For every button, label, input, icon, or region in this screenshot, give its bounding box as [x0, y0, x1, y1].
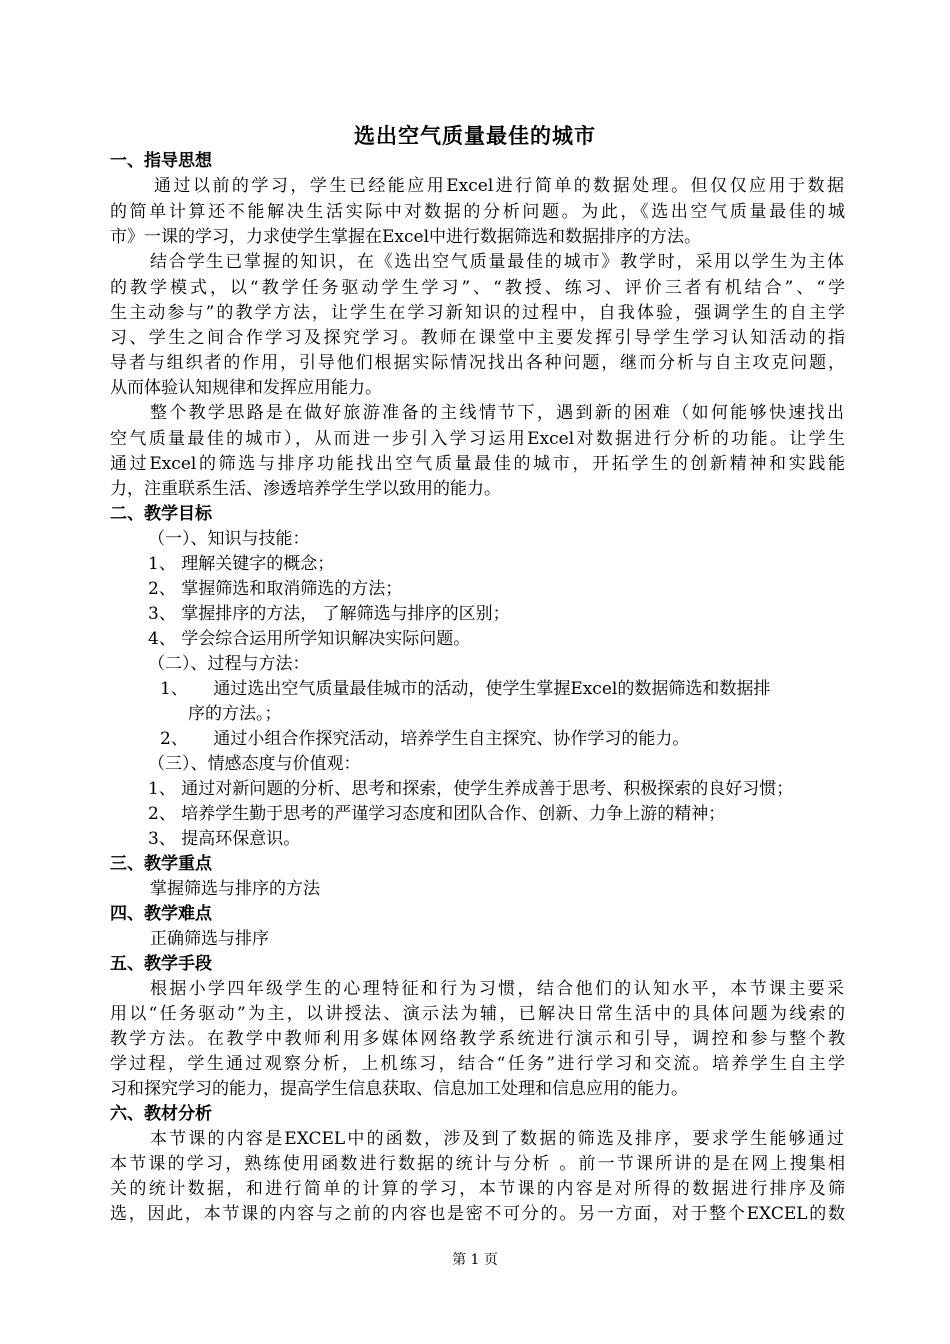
subheading: （一）、知识与技能： — [148, 529, 310, 549]
paragraph-line: 市》一课的学习，力求使学生掌握在Excel中进行数据筛选和数据排序的方法。 — [110, 227, 702, 247]
subheading: （二）、过程与方法： — [148, 654, 310, 674]
paragraph-line: 学过程，学生通过观察分析，上机练习，结合“任务”进行学习和交流。培养学生自主学 — [110, 1054, 845, 1074]
paragraph-line: 导者与组织者的作用，引导他们根据实际情况找出各种问题，继而分析与自主攻克问题， — [110, 353, 845, 373]
paragraph-line: 根据小学四年级学生的心理特征和行为习惯，结合他们的认知水平，本节课主要采 — [150, 979, 844, 999]
list-item: 4、 学会综合运用所学知识解决实际问题。 — [148, 629, 471, 649]
paragraph-line: 习、学生之间合作学习及探究学习。教师在课堂中主要发挥引导学生学习认知活动的指 — [110, 328, 845, 348]
heading-difficulties: 四、教学难点 — [110, 904, 212, 924]
paragraph-line: 用以“任务驱动”为主，以讲授法、演示法为辅，已解决日常生活中的具体问题为线索的 — [110, 1004, 845, 1024]
paragraph-line: 从而体验认知规律和发挥应用能力。 — [110, 378, 382, 398]
paragraph-line: 本节课的学习，熟练使用函数进行数据的统计与分析 。前一节课所讲的是在网上搜集相 — [110, 1154, 845, 1174]
paragraph-line: 通过Excel的筛选与排序功能找出空气质量最佳的城市，开拓学生的创新精神和实践能 — [110, 454, 845, 474]
paragraph-line: 空气质量最佳的城市），从而进一步引入学习运用Excel对数据进行分析的功能。让学生 — [110, 429, 845, 449]
list-item: 2、 掌握筛选和取消筛选的方法； — [148, 579, 403, 599]
paragraph-line: 力，注重联系生活、渗透培养学生学以致用的能力。 — [110, 479, 501, 499]
page-number: 第 1 页 — [452, 1252, 498, 1268]
paragraph-line: 关的统计数据，和进行简单的计算的学习，本节课的内容是对所得的数据进行排序及筛 — [110, 1179, 845, 1199]
paragraph-line: 掌握筛选与排序的方法 — [150, 879, 320, 899]
document-title: 选出空气质量最佳的城市 — [354, 123, 596, 148]
heading-key-points: 三、教学重点 — [110, 854, 212, 874]
paragraph-line: 结合学生已掌握的知识，在《选出空气质量最佳的城市》教学时，采用以学生为主体 — [150, 252, 844, 272]
list-item: 2、 培养学生勤于思考的严谨学习态度和团队合作、创新、力争上游的精神； — [148, 804, 726, 824]
list-item: 1、 通过对新问题的分析、思考和探索，使学生养成善于思考、积极探索的良好习惯； — [148, 779, 794, 799]
heading-guiding-thought: 一、指导思想 — [110, 151, 212, 171]
paragraph-line: 的简单计算还不能解决生活实际中对数据的分析问题。为此，《选出空气质量最佳的城 — [110, 202, 845, 222]
heading-teaching-goals: 二、教学目标 — [110, 504, 212, 524]
paragraph-line: 整个教学思路是在做好旅游准备的主线情节下，遇到新的困难（如何能够快速找出 — [150, 403, 844, 423]
paragraph-line: 的教学模式，以“教学任务驱动学生学习”、“教授、练习、评价三者有机结合”、“学 — [110, 278, 845, 298]
list-item: 1、 通过选出空气质量最佳城市的活动，使学生掌握Excel的数据筛选和数据排 — [160, 679, 771, 699]
list-item: 3、 掌握排序的方法， 了解筛选与排序的区别； — [148, 604, 510, 624]
list-item: 1、 理解关键字的概念； — [148, 554, 335, 574]
paragraph-line: 教学方法。在教学中教师利用多媒体网络教学系统进行演示和引导，调控和参与整个教 — [110, 1029, 845, 1049]
paragraph-line: 正确筛选与排序 — [150, 929, 269, 949]
list-item: 2、 通过小组合作探究活动，培养学生自主探究、协作学习的能力。 — [160, 729, 690, 749]
paragraph-line: 习和探究学习的能力，提高学生信息获取、信息加工处理和信息应用的能力。 — [110, 1079, 688, 1099]
heading-teaching-means: 五、教学手段 — [110, 954, 212, 974]
heading-material-analysis: 六、教材分析 — [110, 1104, 212, 1124]
list-item: 序的方法。； — [188, 704, 282, 724]
paragraph-line: 本节课的内容是EXCEL中的函数，涉及到了数据的筛选及排序，要求学生能够通过 — [150, 1129, 844, 1149]
list-item: 3、 提高环保意识。 — [148, 829, 301, 849]
paragraph-line: 选，因此，本节课的内容与之前的内容也是密不可分的。另一方面，对于整个EXCEL的数 — [110, 1204, 845, 1224]
subheading: （三）、情感态度与价值观： — [148, 754, 361, 774]
paragraph-line: 生主动参与”的教学方法，让学生在学习新知识的过程中，自我体验，强调学生的自主学 — [110, 303, 845, 323]
paragraph-line: 通过以前的学习，学生已经能应用Excel进行简单的数据处理。但仅仅应用于数据 — [154, 176, 844, 196]
